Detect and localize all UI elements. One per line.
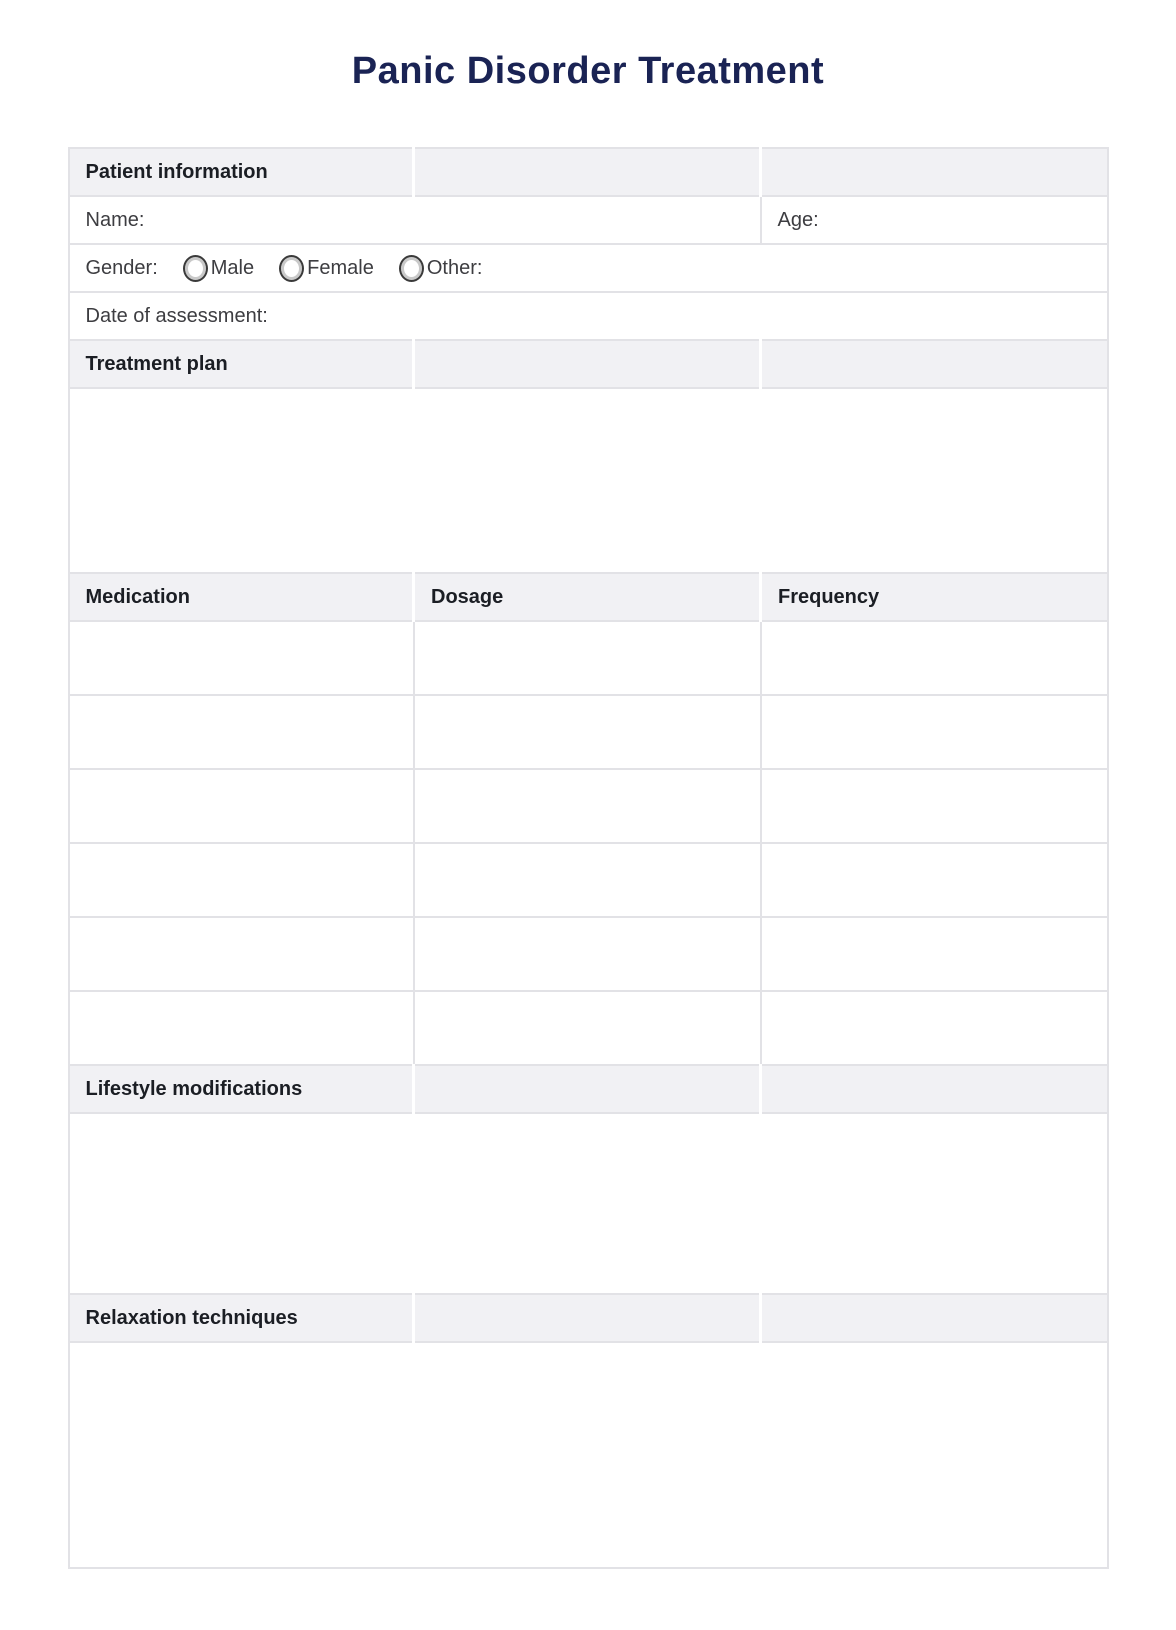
medication-cell[interactable] <box>69 769 414 843</box>
frequency-cell[interactable] <box>761 917 1108 991</box>
gender-row <box>69 244 1108 292</box>
patient-info-header-spacer-1 <box>414 148 761 196</box>
frequency-cell[interactable] <box>761 843 1108 917</box>
relaxation-header-spacer-2 <box>761 1294 1108 1342</box>
frequency-cell[interactable] <box>761 991 1108 1065</box>
medication-cell[interactable] <box>69 621 414 695</box>
dosage-cell[interactable] <box>414 917 761 991</box>
patient-info-header-spacer-2 <box>761 148 1108 196</box>
gender-field <box>69 244 1108 292</box>
treatment-plan-header-row <box>69 340 1108 388</box>
name-age-row <box>69 196 1108 244</box>
dosage-cell[interactable] <box>414 843 761 917</box>
medication-row-4 <box>69 843 1108 917</box>
medication-cell[interactable] <box>69 991 414 1065</box>
relaxation-area[interactable] <box>69 1342 1108 1568</box>
date-of-assessment-row <box>69 292 1108 340</box>
lifestyle-header-spacer-1 <box>414 1065 761 1113</box>
lifestyle-content-row <box>69 1113 1108 1294</box>
medication-column-header: Medication <box>69 573 414 621</box>
frequency-cell[interactable] <box>761 695 1108 769</box>
other-radio-label: Other: <box>426 256 483 279</box>
relaxation-content-row <box>69 1342 1108 1568</box>
medication-row-2 <box>69 695 1108 769</box>
medication-cell[interactable] <box>69 695 414 769</box>
lifestyle-area[interactable] <box>69 1113 1108 1294</box>
name-label: Name: <box>85 208 145 231</box>
gender-option-female[interactable] <box>279 255 374 282</box>
age-label: Age: <box>777 208 819 231</box>
relaxation-header-row <box>69 1294 1108 1342</box>
dosage-cell[interactable] <box>414 621 761 695</box>
patient-info-header: Patient information <box>69 148 414 196</box>
frequency-cell[interactable] <box>761 769 1108 843</box>
patient-info-header-row <box>69 148 1108 196</box>
female-radio-icon[interactable] <box>279 255 304 282</box>
relaxation-header-spacer-1 <box>414 1294 761 1342</box>
dosage-cell[interactable] <box>414 695 761 769</box>
treatment-plan-header-spacer-1 <box>414 340 761 388</box>
dosage-cell[interactable] <box>414 991 761 1065</box>
female-radio-label: Female <box>307 256 374 279</box>
male-radio-label: Male <box>210 256 255 279</box>
gender-option-other[interactable] <box>399 255 483 282</box>
medication-row-5 <box>69 917 1108 991</box>
dosage-cell[interactable] <box>414 769 761 843</box>
treatment-plan-header-spacer-2 <box>761 340 1108 388</box>
treatment-form-table <box>68 147 1109 1569</box>
medication-row-1 <box>69 621 1108 695</box>
lifestyle-header-spacer-2 <box>761 1065 1108 1113</box>
date-of-assessment-field[interactable] <box>69 292 1108 340</box>
medication-row-6 <box>69 991 1108 1065</box>
dosage-column-header: Dosage <box>414 573 761 621</box>
frequency-column-header: Frequency <box>761 573 1108 621</box>
treatment-plan-area[interactable] <box>69 388 1108 573</box>
relaxation-header: Relaxation techniques <box>69 1294 414 1342</box>
medication-header-row <box>69 573 1108 621</box>
medication-cell[interactable] <box>69 843 414 917</box>
date-of-assessment-label: Date of assessment: <box>85 304 268 327</box>
treatment-plan-content-row <box>69 388 1108 573</box>
other-radio-icon[interactable] <box>399 255 424 282</box>
gender-label: Gender: <box>85 256 158 279</box>
medication-cell[interactable] <box>69 917 414 991</box>
treatment-plan-header: Treatment plan <box>69 340 414 388</box>
medication-row-3 <box>69 769 1108 843</box>
name-field[interactable] <box>69 196 761 244</box>
age-field[interactable] <box>761 196 1108 244</box>
frequency-cell[interactable] <box>761 621 1108 695</box>
lifestyle-header: Lifestyle modifications <box>69 1065 414 1113</box>
male-radio-icon[interactable] <box>183 255 208 282</box>
lifestyle-header-row <box>69 1065 1108 1113</box>
gender-option-male[interactable] <box>183 255 254 282</box>
page-title: Panic Disorder Treatment <box>351 50 825 92</box>
